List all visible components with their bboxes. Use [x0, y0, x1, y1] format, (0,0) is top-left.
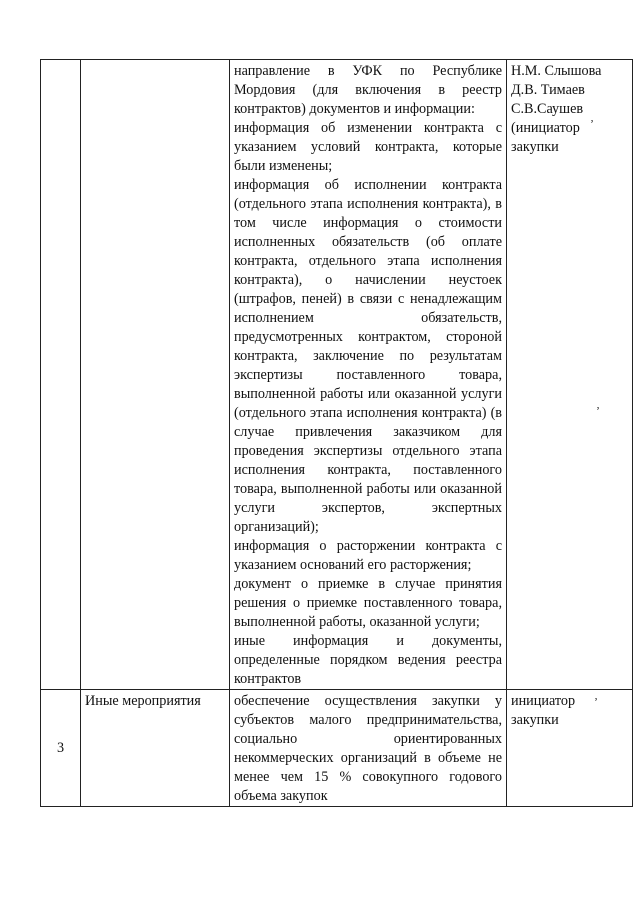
- measure-content: обеспечение осуществления закупки у субъектов малого предпринимательства, социально ориентированных некоммерческих организаций в объеме не менее чем 15 % совокупного годового объема закупок: [234, 693, 502, 804]
- measure-name: Иные мероприятия: [85, 693, 201, 709]
- table-row: [41, 60, 633, 690]
- responsible-cell: [507, 60, 633, 690]
- scan-mark: ʼ: [590, 117, 594, 131]
- row-number: 3: [56, 739, 65, 756]
- responsible-cell: [507, 690, 633, 807]
- scan-mark: ʼ: [594, 695, 598, 709]
- measure-content: направление в УФК по Республике Мордовия (для включения в реестр контрактов) документов и информации: информация об изменении контракта с указанием условий контракта, которые были изменены; информация об исполнении контракта (отдельного этапа исполнения контракта), в том числе информация о стоимости исполненных обязательств (об оплате контракта, отдельного этапа исполнения контракта), о начислении неустоек (штрафов, пеней) в связи с ненадлежащим исполнением обязательств, предусмотренных контрактом, стороной контракта, заключение по результатам экспертизы поставленного товара, выполненной работы или оказанной услуги (отдельного этапа исполнения контракта) (в случае привлечения заказчиком для проведения экспертизы отдельного этапа исполнения контракта, поставленного товара, выполненной работы или оказанной услуги экспертов, экспертных организаций); информация о расторжении контракта с указанием оснований его расторжения; документ о приемке в случае принятия решения о приемке поставленного товара, выполненной работы, оказанной услуги; иные информация и документы, определенные порядком ведения реестра контрактов: [234, 63, 502, 687]
- row-number-cell: [41, 60, 81, 690]
- responsible-persons: инициатор закупки: [511, 693, 576, 728]
- measure-content-cell: [230, 60, 507, 690]
- measure-name: [81, 60, 229, 62]
- table-row: [41, 690, 633, 807]
- measure-name-cell: [81, 690, 230, 807]
- row-number-cell: [41, 690, 81, 807]
- responsible-persons: Н.М. Слышова Д.В. Тимаев С.В.Саушев (инициатор закупки: [511, 63, 602, 155]
- measures-table: [40, 59, 633, 807]
- scan-mark: ʼ: [596, 404, 600, 418]
- measure-content-cell: [230, 690, 507, 807]
- measure-name-cell: [81, 60, 230, 690]
